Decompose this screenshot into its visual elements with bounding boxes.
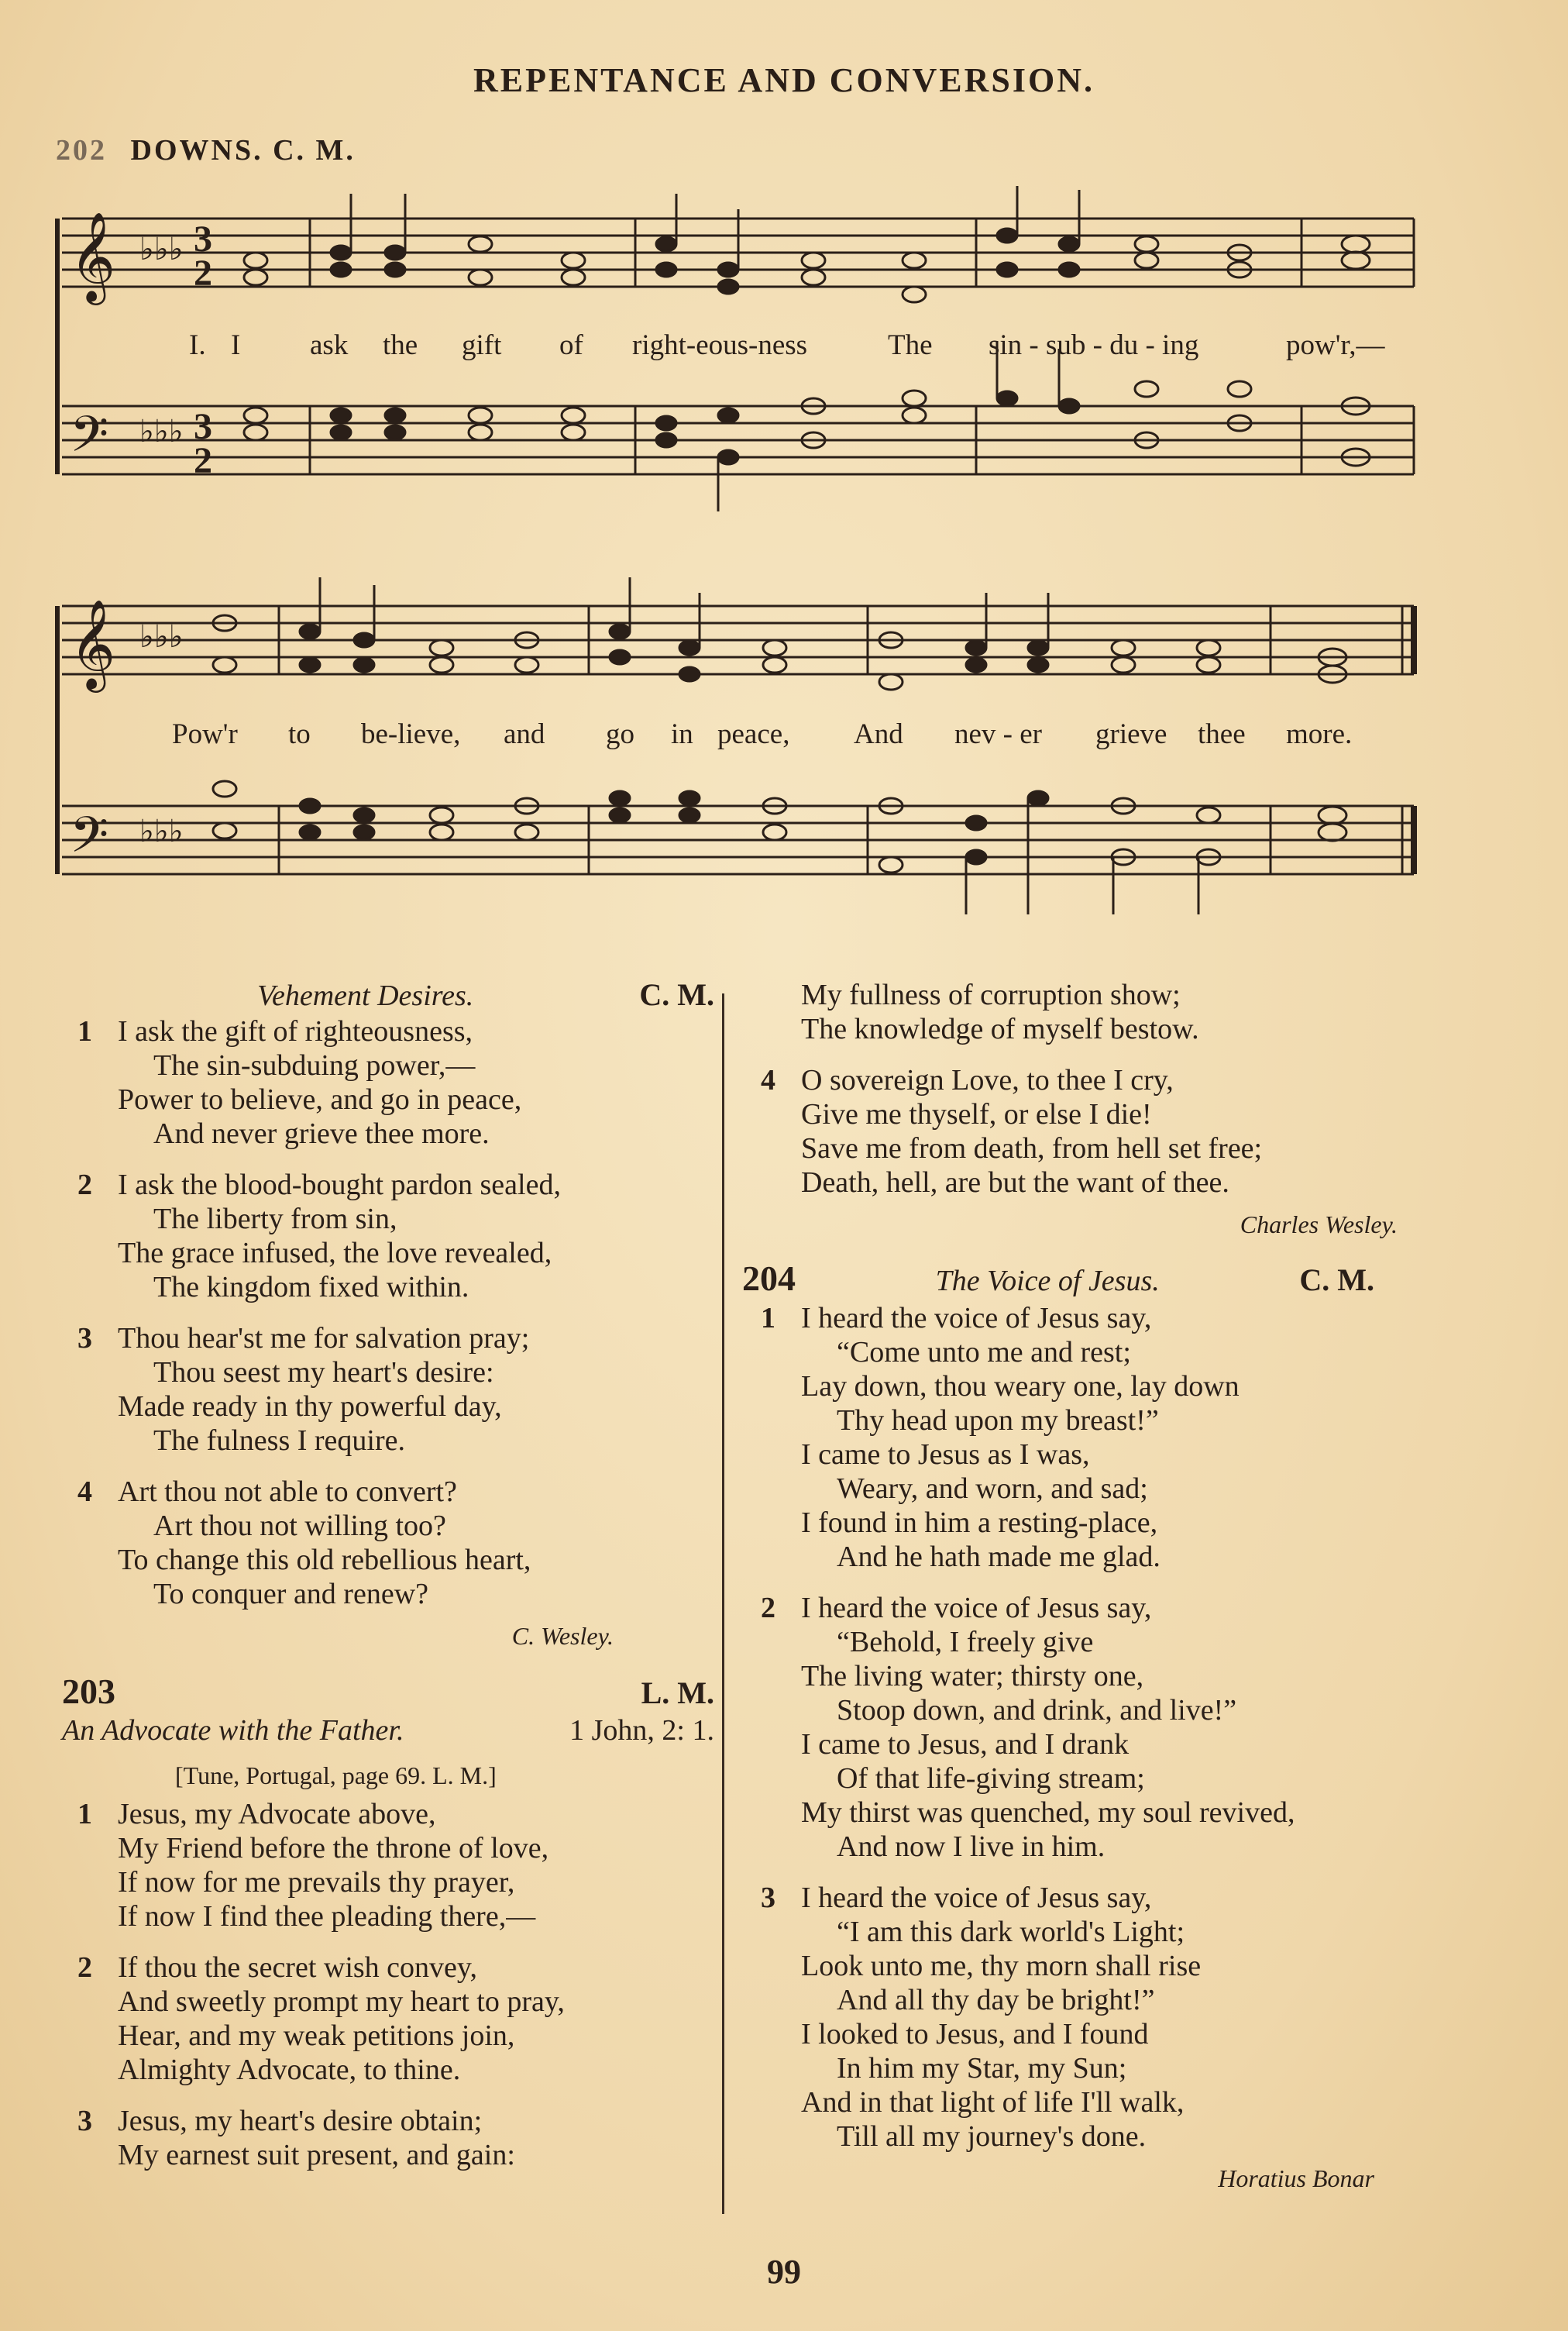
hymn-203-meter: L. M. [641,1675,714,1710]
verse-line: And he hath made me glad. [837,1541,1161,1573]
lyric-word: be-lieve, [361,718,461,750]
svg-text:♭♭♭: ♭♭♭ [139,814,184,849]
stanza-number: 4 [761,1064,775,1097]
verse-line: I ask the gift of righteousness, [118,1015,473,1048]
stanza-number: 4 [77,1475,92,1508]
stanza-number: 1 [77,1798,92,1830]
verse-line: And sweetly prompt my heart to pray, [118,1985,565,2018]
lyric-word: right-eous-ness [632,329,808,361]
stanza-number: 3 [77,2105,92,2137]
verse-line: Almighty Advocate, to thine. [118,2054,461,2086]
hymn-203-heading [62,1672,714,1711]
lyric-word: more. [1286,718,1353,750]
verse-line: Save me from death, from hell set free; [801,1132,1263,1165]
hymn-204-stanza [761,1591,1398,1864]
hymn-202-author: C. Wesley. [511,1622,614,1650]
verse-line: O sovereign Love, to thee I cry, [801,1064,1174,1097]
hymn-203-subheading [62,1713,714,1747]
column-divider [722,993,724,2214]
svg-text:3: 3 [194,406,212,447]
verse-line: I heard the voice of Jesus say, [801,1302,1152,1334]
hymn-203-stanza [77,1797,714,1933]
lyric-word: pow'r,— [1286,329,1385,361]
stanza-number: 2 [761,1592,775,1624]
verse-line: If now for me prevails thy prayer, [118,1866,515,1899]
lyric-word: Pow'r [172,718,238,750]
verse-line: And now I live in him. [837,1830,1106,1863]
lyric-word: sin - sub - du - ing [989,329,1199,361]
verse-line: And all thy day be bright!” [837,1984,1155,2016]
verse-line: Hear, and my weak petitions join, [118,2019,515,2052]
lyric-word: ask [310,329,349,361]
verse-line: Jesus, my Advocate above, [118,1798,436,1830]
svg-text:𝄢: 𝄢 [70,406,109,476]
lyric-word: go [606,718,634,750]
hymn-204-stanza [761,1881,1398,2154]
verse-line: And in that light of life I'll walk, [801,2086,1185,2119]
verse-line: Till all my journey's done. [837,2120,1147,2153]
verse-line: Of that life-giving stream; [837,1762,1145,1795]
hymn-203-author: Charles Wesley. [1240,1210,1398,1238]
verse-line: To change this old rebellious heart, [118,1544,531,1576]
svg-text:2: 2 [194,253,212,294]
verse-line: I came to Jesus, and I drank [801,1728,1130,1761]
lyric-word: nev - er [954,718,1042,750]
verse-line: Stoop down, and drink, and live!” [837,1694,1237,1727]
verse-line: The liberty from sin, [153,1203,397,1235]
lyric-word: peace, [717,718,790,750]
page-header: REPENTANCE AND CONVERSION. [473,61,1095,99]
verse-line: The living water; thirsty one, [801,1660,1144,1692]
verse-line: My earnest suit present, and gain: [118,2139,515,2171]
verse-line: To conquer and renew? [153,1578,429,1610]
hymn-202-meter: C. M. [639,977,714,1012]
page-number: 99 [767,2253,801,2291]
left-column [62,977,714,2172]
verse-line: Art thou not willing too? [153,1510,446,1542]
stanza-number: 2 [77,1951,92,1984]
stanza-number: 1 [77,1015,92,1048]
verse-line: My thirst was quenched, my soul revived, [801,1796,1295,1829]
verse-line: Jesus, my heart's desire obtain; [118,2105,483,2137]
lyric-word: and [504,718,545,750]
verse-line: I came to Jesus as I was, [801,1438,1090,1471]
lyric-word: The [888,329,933,361]
hymn-204-author: Horatius Bonar [1218,2164,1374,2192]
svg-text:♭♭♭: ♭♭♭ [139,232,184,267]
verse-line: I found in him a resting-place, [801,1506,1158,1539]
verse-line: Death, hell, are but the want of thee. [801,1166,1229,1199]
stanza-number: 3 [761,1882,775,1914]
lyric-word: the [383,329,418,361]
svg-text:𝄢: 𝄢 [70,807,109,876]
hymn-204-number: 204 [742,1258,796,1298]
verse-line: If now I find thee pleading there,— [118,1900,536,1933]
verse-line: In him my Star, my Sun; [837,2052,1127,2085]
hymn-202-heading [118,978,714,1013]
lyric-word: of [559,329,583,361]
verse-line: My fullness of corruption show; [801,979,1181,1011]
verse-line: Made ready in thy powerful day, [118,1390,502,1423]
verse-line: Thou hear'st me for salvation pray; [118,1322,530,1355]
verse-line: “Come unto me and rest; [837,1336,1131,1369]
svg-text:♭♭♭: ♭♭♭ [139,414,184,449]
hymn-202-stanza [77,1321,714,1458]
lyric-word: to [288,718,311,750]
verse-line: Thy head upon my breast!” [837,1404,1159,1437]
verse-line: I ask the blood-bought pardon sealed, [118,1169,561,1201]
right-column [742,978,1398,2195]
lyric-word: And [854,718,903,750]
svg-text:𝄞: 𝄞 [70,598,116,689]
lyric-word: I [231,329,241,361]
verse-line: If thou the secret wish convey, [118,1951,477,1984]
svg-text:3: 3 [194,219,212,260]
verse-line: Power to believe, and go in peace, [118,1083,522,1116]
lyric-word: gift [462,329,502,361]
verse-line: Weary, and worn, and sad; [837,1472,1148,1505]
lyric-word: in [671,718,693,750]
hymn-204-heading [742,1258,1398,1298]
tune-name: DOWNS. C. M. [130,134,356,167]
hymn-203-stanza [77,1951,714,2087]
svg-text:♭♭♭: ♭♭♭ [139,619,184,655]
hymn-202-stanza [77,1014,714,1151]
verse-line: “I am this dark world's Light; [837,1916,1185,1948]
verse-line: Art thou not able to convert? [118,1475,457,1508]
verse-line: I looked to Jesus, and I found [801,2018,1149,2050]
lyric-word: thee [1198,718,1246,750]
verse-line: I heard the voice of Jesus say, [801,1592,1152,1624]
hymn-202-stanza [77,1168,714,1304]
lyric-word: grieve [1095,718,1167,750]
hymn-203-tune-note: [Tune, Portugal, page 69. L. M.] [175,1761,497,1789]
tune-number: 202 [56,134,107,167]
hymn-204-subtitle: The Voice of Jesus. [935,1265,1160,1297]
lyric-word: I. [189,329,206,361]
verse-line: The knowledge of myself bestow. [801,1013,1199,1045]
hymn-202-subtitle: Vehement Desires. [257,980,474,1012]
verse-line: The kingdom fixed within. [153,1271,469,1303]
svg-text:𝄞: 𝄞 [70,211,116,301]
hymn-204-meter: C. M. [1299,1262,1374,1297]
verse-line: The grace infused, the love revealed, [118,1237,552,1269]
tune-title [56,133,356,167]
verse-line: My Friend before the throne of love, [118,1832,549,1864]
stanza-number: 2 [77,1169,92,1201]
hymn-202-stanza [77,1475,714,1611]
svg-text:2: 2 [194,440,212,481]
verse-line: Thou seest my heart's desire: [153,1356,494,1389]
verse-line: “Behold, I freely give [837,1626,1094,1658]
hymn-203-number: 203 [62,1672,115,1711]
stanza-number: 3 [77,1322,92,1355]
verse-line: The fulness I require. [153,1424,405,1457]
verse-line: Give me thyself, or else I die! [801,1098,1152,1131]
hymn-204-stanza [761,1301,1398,1574]
hymn-203-reference: 1 John, 2: 1. [569,1714,714,1747]
verse-line: Lay down, thou weary one, lay down [801,1370,1240,1403]
verse-line: And never grieve thee more. [153,1117,490,1150]
verse-line: The sin-subduing power,— [153,1049,476,1082]
hymn-203-subtitle: An Advocate with the Father. [62,1714,404,1747]
verse-line: I heard the voice of Jesus say, [801,1882,1152,1914]
verse-line: Look unto me, thy morn shall rise [801,1950,1202,1982]
hymn-203-stanza [77,2104,714,2172]
stanza-number: 1 [761,1302,775,1334]
hymn-203-stanza [761,1063,1398,1200]
